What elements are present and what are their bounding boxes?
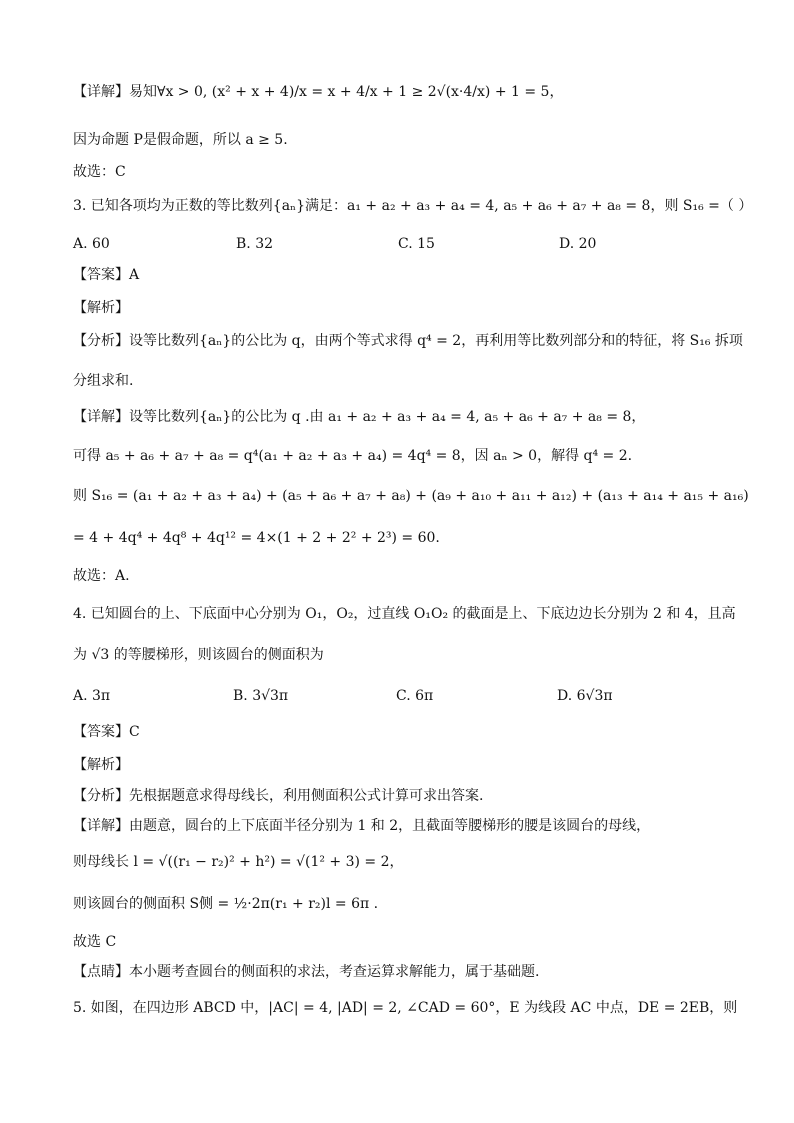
answer-tag: 【答案】: [73, 267, 129, 283]
detail-text: 设等比数列{aₙ}的公比为 q .由 a₁ + a₂ + a₃ + a₄ = 4, a₅ + a₆ + a₇ + a₈ = 8，: [129, 409, 646, 425]
option-b: B. 3√3π: [233, 688, 289, 704]
question-4-cont: 为 √3 的等腰梯形，则该圆台的侧面积为: [73, 647, 324, 663]
q3-choice: 故选：A.: [73, 568, 130, 584]
detail-tag: 【详解】: [73, 409, 129, 425]
answer-tag: 【答案】: [73, 724, 129, 740]
option-c: C. 6π: [396, 688, 434, 704]
option-c: C. 15: [398, 236, 435, 252]
q3-analysis: [73, 331, 743, 351]
option-a: A. 3π: [73, 688, 111, 704]
option-b: B. 32: [236, 236, 274, 252]
question-3: 3. 已知各项均为正数的等比数列{aₙ}满足：a₁ + a₂ + a₃ + a₄ = 4, a₅ + a₆ + a₇ + a₈ = 8，则 S₁₆ =（ ）: [73, 198, 753, 214]
analysis-tag: 【分析】: [73, 788, 129, 804]
q3-analysis-cont: 分组求和.: [73, 373, 134, 389]
q3-jiexi: 【解析】: [73, 300, 129, 316]
detail-line-1: [73, 82, 563, 102]
remark-tag: 【点睛】: [73, 964, 129, 980]
analysis-text: 先根据题意求得母线长，利用侧面积公式计算可求出答案.: [129, 788, 484, 804]
conclusion-line: 因为命题 P是假命题，所以 a ≥ 5.: [73, 132, 288, 148]
detail-tag: 【详解】: [73, 84, 129, 100]
choice-line: 故选：C: [73, 164, 126, 180]
answer-value: A: [129, 267, 140, 283]
q4-answer: [73, 722, 140, 742]
q4-jiexi: 【解析】: [73, 757, 129, 773]
remark-text: 本小题考查圆台的侧面积的求法，考查运算求解能力，属于基础题.: [129, 964, 540, 980]
q3-detail-2: 可得 a₅ + a₆ + a₇ + a₈ = q⁴(a₁ + a₂ + a₃ + a₄) = 4q⁴ = 8，因 aₙ > 0，解得 q⁴ = 2.: [73, 448, 633, 464]
detail-text: 易知∀x > 0,: [129, 84, 208, 100]
q4-remark: [73, 962, 539, 982]
q3-detail-4: = 4 + 4q⁴ + 4q⁸ + 4q¹² = 4×(1 + 2 + 2² + 2³) = 60.: [73, 530, 440, 546]
analysis-tag: 【分析】: [73, 333, 129, 349]
option-a: A. 60: [73, 236, 110, 252]
option-d: D. 20: [559, 236, 597, 252]
q4-choice: 故选 C: [73, 934, 117, 950]
detail-tag: 【详解】: [73, 818, 129, 834]
analysis-text: 设等比数列{aₙ}的公比为 q，由两个等式求得 q⁴ = 2，再利用等比数列部分和的特征，将 S₁₆ 拆项: [129, 333, 743, 349]
q3-detail: [73, 407, 645, 427]
question-5: 5. 如图，在四边形 ABCD 中，|AC| = 4, |AD| = 2, ∠CAD = 60°，E 为线段 AC 中点，DE = 2EB，则: [73, 1000, 738, 1016]
q4-detail-3: 则该圆台的侧面积 S侧 = ½·2π(r₁ + r₂)l = 6π .: [73, 896, 379, 912]
answer-value: C: [129, 724, 140, 740]
question-4: 4. 已知圆台的上、下底面中心分别为 O₁，O₂，过直线 O₁O₂ 的截面是上、下底边边长分别为 2 和 4，且高: [73, 606, 736, 622]
q3-answer: [73, 265, 139, 285]
q4-analysis: [73, 786, 483, 806]
q4-detail-2: 则母线长 l = √((r₁ − r₂)² + h²) = √(1² + 3) = 2，: [73, 854, 404, 870]
detail-text: 由题意，圆台的上下底面半径分别为 1 和 2，且截面等腰梯形的腰是该圆台的母线，: [129, 818, 651, 834]
q3-detail-3: 则 S₁₆ = (a₁ + a₂ + a₃ + a₄) + (a₅ + a₆ + a₇ + a₈) + (a₉ + a₁₀ + a₁₁ + a₁₂) + (a₁₃ + a₁₄ + a₁₅ + a₁₆): [73, 488, 749, 504]
q4-detail: [73, 816, 650, 836]
option-d: D. 6√3π: [557, 688, 613, 704]
detail-math: (x² + x + 4)/x = x + 4/x + 1 ≥ 2√(x·4/x) + 1 = 5，: [211, 84, 564, 100]
